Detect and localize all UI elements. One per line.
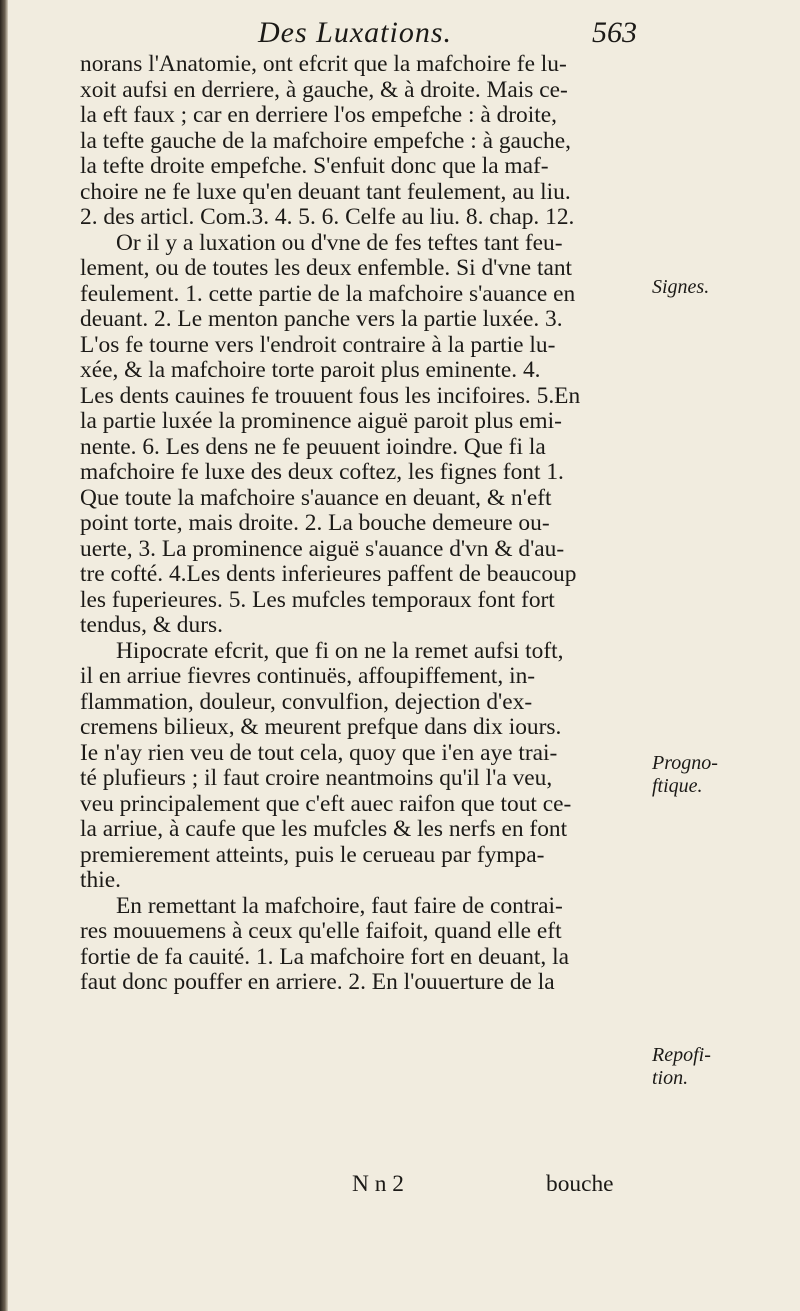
text-line: la tefte gauche de la mafchoire empefche : à gauche, bbox=[80, 127, 571, 154]
margin-note-signes bbox=[652, 276, 709, 299]
text-line: Les dents cauines fe trouuent fous les incifoires. 5.En bbox=[80, 382, 581, 409]
text-line: premierement atteints, puis le cerueau par fympa- bbox=[80, 841, 545, 868]
margin-note-line: ftique. bbox=[652, 775, 703, 797]
text-line: veu principalement que c'eft auec raifon que tout ce- bbox=[80, 790, 572, 817]
margin-note-line: Repofi- bbox=[652, 1044, 711, 1066]
text-line: flammation, douleur, convulfion, dejection d'ex- bbox=[80, 688, 533, 715]
catchword: bouche bbox=[546, 1171, 614, 1197]
text-line: Or il y a luxation ou d'vne de fes teftes tant feu- bbox=[116, 229, 563, 256]
text-line: la eft faux ; car en derriere l'os empefche : à droite, bbox=[80, 102, 557, 128]
text-line: res mouuemens à ceux qu'elle faifoit, quand elle eft bbox=[80, 918, 562, 944]
margin-notes bbox=[652, 0, 800, 1311]
margin-note-line: Progno- bbox=[652, 752, 718, 774]
text-line: mafchoire fe luxe des deux coftez, les fignes font 1. bbox=[80, 459, 564, 485]
text-line: xoit aufsi en derriere, à gauche, & à droite. Mais ce- bbox=[80, 76, 568, 103]
text-line: point torte, mais droite. 2. La bouche demeure ou- bbox=[80, 510, 550, 536]
text-line: nente. 6. Les dens ne fe peuuent ioindre. Que fi la bbox=[80, 433, 546, 460]
margin-note-reposition bbox=[652, 1044, 711, 1090]
main-text bbox=[80, 52, 646, 996]
text-line: tendus, & durs. bbox=[80, 612, 223, 638]
running-title: Des Luxations. bbox=[258, 16, 452, 49]
text-line: En remettant la mafchoire, faut faire de contrai- bbox=[116, 892, 563, 919]
text-line: Hipocrate efcrit, que fi on ne la remet aufsi toft, bbox=[116, 637, 564, 664]
text-line: la tefte droite empefche. S'enfuit donc que la maf- bbox=[80, 153, 549, 179]
text-line: norans l'Anatomie, ont efcrit que la mafchoire fe lu- bbox=[80, 51, 567, 77]
text-line: té plufieurs ; il faut croire neantmoins qu'il l'a veu, bbox=[80, 765, 553, 791]
text-line: fortie de fa cauité. 1. La mafchoire fort en deuant, la bbox=[80, 943, 570, 970]
page-footer bbox=[0, 1171, 800, 1201]
text-line: 2. des articl. Com.3. 4. 5. 6. Celfe au liu. 8. chap. 12. bbox=[80, 204, 575, 230]
text-line: lement, ou de toutes les deux enfemble. Si d'vne tant bbox=[80, 255, 573, 281]
text-line: les fuperieures. 5. Les mufcles temporaux font fort bbox=[80, 586, 555, 613]
text-line: Que toute la mafchoire s'auance en deuant, & n'eft bbox=[80, 484, 552, 511]
text-line: la partie luxée la prominence aiguë paroit plus emi- bbox=[80, 408, 562, 434]
text-line: uerte, 3. La prominence aiguë s'auance d'vn & d'au- bbox=[80, 535, 565, 562]
text-line: cremens bilieux, & meurent prefque dans dix iours. bbox=[80, 714, 562, 740]
text-line: choire ne fe luxe qu'en deuant tant feulement, au liu. bbox=[80, 178, 571, 205]
text-line: Ie n'ay rien veu de tout cela, quoy que i'en aye trai- bbox=[80, 739, 558, 766]
page-number: 563 bbox=[592, 16, 637, 49]
text-line: la arriue, à caufe que les mufcles & les nerfs en font bbox=[80, 816, 568, 842]
text-line: L'os fe tourne vers l'endroit contraire à la partie lu- bbox=[80, 331, 556, 358]
text-line: xée, & la mafchoire torte paroit plus eminente. 4. bbox=[80, 357, 541, 383]
text-line: faut donc pouffer en arriere. 2. En l'ouuerture de la bbox=[80, 969, 555, 995]
text-line: feulement. 1. cette partie de la mafchoire s'auance en bbox=[80, 280, 576, 307]
margin-note-prognostique bbox=[652, 752, 718, 798]
text-line: tre cofté. 4.Les dents inferieures paffent de beaucoup bbox=[80, 561, 577, 587]
text-line: il en arriue fievres continuës, affoupiffement, in- bbox=[80, 663, 536, 689]
text-line: deuant. 2. Le menton panche vers la partie luxée. 3. bbox=[80, 306, 563, 332]
page-gutter-edge bbox=[0, 0, 8, 1311]
margin-note-line: Signes. bbox=[652, 276, 710, 298]
text-line: thie. bbox=[80, 867, 121, 893]
margin-note-line: tion. bbox=[652, 1067, 689, 1089]
signature-mark: N n 2 bbox=[352, 1171, 404, 1197]
